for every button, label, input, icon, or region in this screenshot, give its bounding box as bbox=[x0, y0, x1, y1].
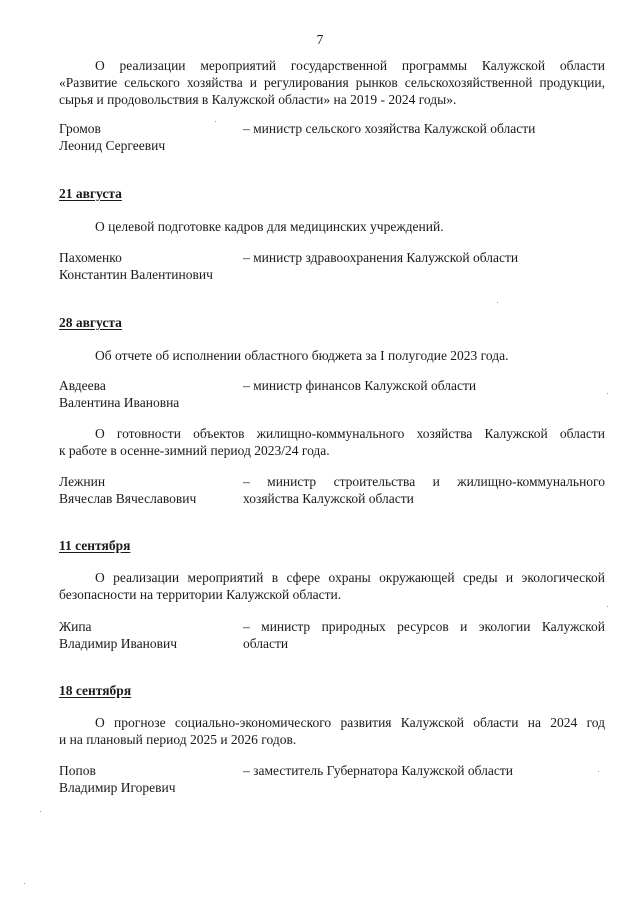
speaker-name bbox=[59, 377, 249, 411]
speaker-given-names: Владимир Игоревич bbox=[59, 780, 176, 795]
speaker-role: – министр сельского хозяйства Калужской области bbox=[243, 121, 536, 136]
speaker-name bbox=[59, 473, 249, 507]
scan-speck bbox=[40, 811, 41, 812]
speaker-role bbox=[243, 618, 605, 652]
speaker-surname: Громов bbox=[59, 121, 101, 136]
scan-speck bbox=[607, 606, 608, 607]
speaker-role-line: области bbox=[243, 636, 289, 651]
speaker-name bbox=[59, 249, 249, 283]
topic-line: О реализации мероприятий в сфере охраны окружающей среды и экологической bbox=[95, 570, 605, 585]
topic-line: к работе в осенне-зимний период 2023/24 года. bbox=[59, 443, 330, 458]
agenda-topic bbox=[59, 347, 605, 364]
speaker-surname: Попов bbox=[59, 763, 96, 778]
speaker-name bbox=[59, 120, 249, 154]
page-number: 7 bbox=[316, 32, 324, 47]
topic-line: и на плановый период 2025 и 2026 годов. bbox=[59, 732, 297, 747]
speaker-name bbox=[59, 618, 249, 652]
speaker-role: – министр финансов Калужской области bbox=[243, 378, 477, 393]
agenda-topic bbox=[59, 569, 605, 603]
topic-line: сырья и продовольствия в Калужской области» на 2019 - 2024 годы». bbox=[59, 92, 457, 107]
scan-speck bbox=[607, 393, 608, 394]
topic-line: О реализации мероприятий государственной программы Калужской области bbox=[95, 58, 605, 73]
speaker-role-line: – министр строительства и жилищно-коммунального bbox=[243, 474, 605, 489]
speaker-role-line: хозяйства Калужской области bbox=[243, 491, 414, 506]
speaker-given-names: Константин Валентинович bbox=[59, 267, 213, 282]
topic-line: безопасности на территории Калужской области. bbox=[59, 587, 342, 602]
scan-speck bbox=[24, 883, 25, 884]
speaker-surname: Жипа bbox=[59, 619, 92, 634]
section-date: 18 сентября bbox=[59, 683, 132, 698]
speaker-name bbox=[59, 762, 249, 796]
speaker-surname: Пахоменко bbox=[59, 250, 122, 265]
scan-speck bbox=[215, 121, 216, 122]
speaker-role bbox=[243, 473, 605, 507]
speaker-surname: Лежнин bbox=[59, 474, 106, 489]
speaker-role: – заместитель Губернатора Калужской области bbox=[243, 763, 514, 778]
agenda-topic bbox=[59, 425, 605, 459]
agenda-topic bbox=[59, 57, 605, 108]
speaker-role-line: – министр природных ресурсов и экологии Калужской bbox=[243, 619, 605, 634]
speaker-role: – министр здравоохранения Калужской области bbox=[243, 250, 519, 265]
section-date: 28 августа bbox=[59, 315, 122, 330]
section-date: 21 августа bbox=[59, 186, 122, 201]
speaker-given-names: Леонид Сергеевич bbox=[59, 138, 166, 153]
agenda-topic bbox=[59, 218, 605, 235]
topic-line: О прогнозе социально-экономического развития Калужской области на 2024 год bbox=[95, 715, 605, 730]
scan-speck bbox=[497, 302, 498, 303]
speaker-surname: Авдеева bbox=[59, 378, 106, 393]
topic-line: Об отчете об исполнении областного бюджета за I полугодие 2023 года. bbox=[95, 348, 509, 363]
section-date: 11 сентября bbox=[59, 538, 131, 553]
topic-line: О готовности объектов жилищно-коммунального хозяйства Калужской области bbox=[95, 426, 605, 441]
topic-line: О целевой подготовке кадров для медицинских учреждений. bbox=[95, 219, 444, 234]
speaker-given-names: Валентина Ивановна bbox=[59, 395, 180, 410]
topic-line: «Развитие сельского хозяйства и регулирования рынков сельскохозяйственной продукции, bbox=[59, 75, 605, 90]
speaker-given-names: Владимир Иванович bbox=[59, 636, 178, 651]
agenda-topic bbox=[59, 714, 605, 748]
scan-speck bbox=[598, 771, 599, 772]
speaker-given-names: Вячеслав Вячеславович bbox=[59, 491, 197, 506]
